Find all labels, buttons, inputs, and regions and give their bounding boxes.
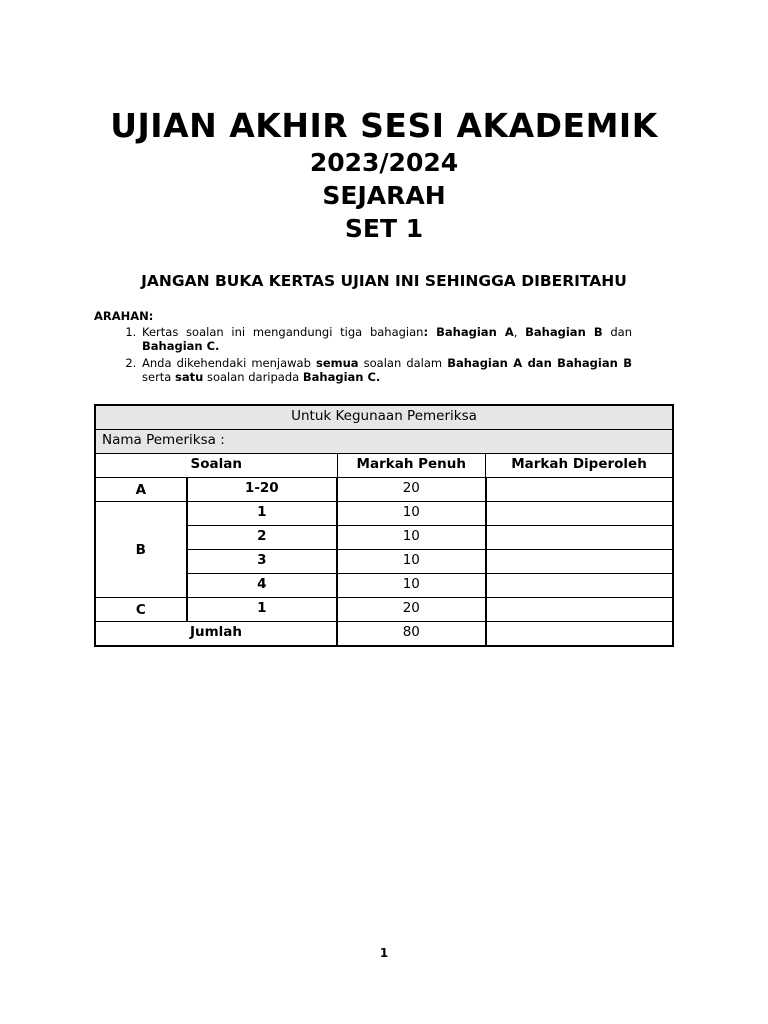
set-title: SET 1 — [344, 214, 424, 243]
instruction-2-text-1: Anda dikehendaki menjawab — [142, 355, 316, 370]
instruction-2-text-4: soalan daripada — [203, 370, 303, 384]
instruction-2-text-3: serta — [142, 370, 176, 384]
examiner-name-row — [95, 430, 673, 454]
table-title: Untuk Kegunaan Pemeriksa — [95, 405, 673, 430]
obtained-marks-cell[interactable] — [486, 598, 673, 622]
section-cell: B — [95, 502, 187, 598]
table-row — [95, 598, 673, 622]
subject-title: SEJARAH — [322, 181, 446, 210]
instruction-1-bold-1: : Bahagian A — [423, 324, 514, 339]
full-marks-cell: 20 — [337, 598, 486, 622]
section-cell: A — [95, 478, 187, 502]
question-cell: 1 — [187, 598, 337, 622]
exam-title: UJIAN AKHIR SESI AKADEMIK — [110, 106, 658, 145]
instructions-list — [94, 325, 632, 385]
examiner-table — [94, 404, 674, 647]
instruction-1-text-1: Kertas soalan ini mengandungi tiga bahagian — [142, 324, 424, 339]
question-cell: 4 — [187, 574, 337, 598]
examiner-name-label: Nama Pemeriksa : — [95, 430, 673, 454]
academic-year: 2023/2024 — [309, 148, 459, 177]
do-not-open-warning: JANGAN BUKA KERTAS UJIAN INI SEHINGGA DIBERITAHU — [141, 272, 627, 290]
instructions-section — [94, 309, 632, 387]
question-cell: 1 — [187, 502, 337, 526]
instruction-2-bold-3: satu — [175, 370, 204, 384]
table-title-row — [95, 405, 673, 430]
instruction-1-bold-3: Bahagian C — [142, 339, 216, 353]
total-label: Jumlah — [95, 622, 337, 647]
instruction-item-1 — [140, 325, 632, 354]
instruction-2-bold-2: Bahagian A dan Bahagian B — [447, 355, 632, 370]
instruction-2-text-5: . — [375, 370, 381, 384]
instruction-2-text-2: soalan dalam — [358, 355, 448, 370]
obtained-marks-cell[interactable] — [486, 550, 673, 574]
total-full-marks: 80 — [337, 622, 486, 647]
instruction-1-text-3: dan — [602, 324, 632, 339]
obtained-marks-cell[interactable] — [486, 574, 673, 598]
obtained-marks-cell[interactable] — [486, 502, 673, 526]
question-cell: 3 — [187, 550, 337, 574]
total-obtained-marks[interactable] — [486, 622, 673, 647]
full-marks-cell: 20 — [337, 478, 486, 502]
obtained-marks-cell[interactable] — [486, 478, 673, 502]
full-marks-cell: 10 — [337, 502, 486, 526]
question-cell: 2 — [187, 526, 337, 550]
instruction-2-bold-4: Bahagian C — [302, 370, 376, 384]
table-header-row — [95, 454, 673, 478]
header-full-marks: Markah Penuh — [337, 454, 486, 478]
full-marks-cell: 10 — [337, 574, 486, 598]
header-question: Soalan — [95, 454, 337, 478]
table-row — [95, 502, 673, 526]
instruction-1-bold-2: Bahagian B — [525, 324, 603, 339]
instruction-1-text-2: , — [513, 324, 526, 339]
section-cell: C — [95, 598, 187, 622]
total-row — [95, 622, 673, 647]
instructions-label: ARAHAN: — [94, 309, 154, 323]
full-marks-cell: 10 — [337, 550, 486, 574]
page-number: 1 — [379, 946, 389, 960]
table-row — [95, 478, 673, 502]
header-obtained-marks: Markah Diperoleh — [486, 454, 673, 478]
instruction-2-bold-1: semua — [315, 355, 359, 370]
question-cell: 1-20 — [187, 478, 337, 502]
instruction-1-text-4: . — [215, 339, 220, 353]
obtained-marks-cell[interactable] — [486, 526, 673, 550]
full-marks-cell: 10 — [337, 526, 486, 550]
instruction-item-2 — [140, 356, 632, 385]
